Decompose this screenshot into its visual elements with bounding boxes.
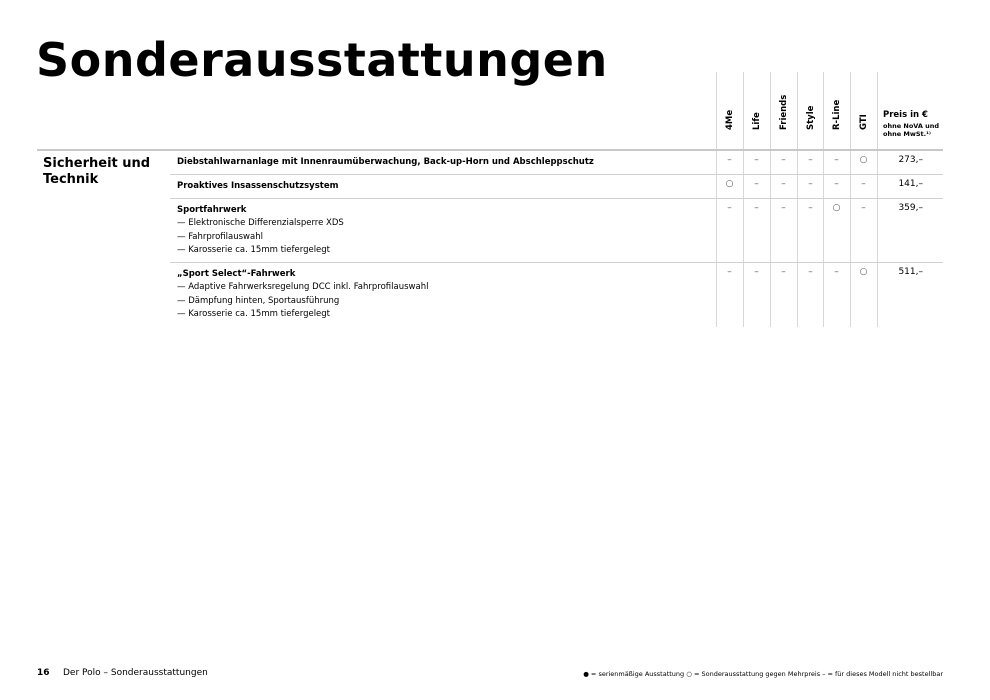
row-item: — Fahrprofilauswahl [177,231,263,242]
availability-mark: ○ [859,267,868,277]
availability-mark: – [754,267,759,277]
column-header-rline [823,72,850,142]
availability-mark: – [834,179,839,189]
availability-mark: – [754,155,759,165]
availability-mark: – [781,203,786,213]
availability-mark: – [808,203,813,213]
row-item: — Karosserie ca. 15mm tiefergelegt [177,309,331,320]
category-line: Technik [43,172,99,187]
row-title: „Sport Select“-Fahrwerk [177,269,296,279]
price: 273,– [898,155,923,165]
column-label: Life [751,112,762,130]
category-line: Sicherheit und [43,156,151,171]
column-label: R-Line [831,99,842,130]
availability-mark: – [781,179,786,189]
price-header-sub: ohne MwSt.¹⁾ [883,130,931,138]
column-header-friends [770,72,797,142]
header-divider [37,149,943,151]
footer-title: Der Polo – Sonderausstattungen [63,668,208,678]
category-label [43,156,150,188]
column-label: Style [805,105,816,130]
availability-mark: – [781,155,786,165]
table-row [177,180,338,193]
table-row [177,156,594,169]
row-divider [170,262,943,263]
column-header-style [797,72,824,142]
row-title: Diebstahlwarnanlage mit Innenraumüberwachung, Back-up-Horn und Abschleppschutz [177,157,594,167]
row-item: — Dämpfung hinten, Sportausführung [177,295,340,306]
availability-mark: – [861,179,866,189]
availability-mark: ○ [832,203,841,213]
availability-mark: – [808,267,813,277]
availability-mark: ○ [725,179,734,189]
row-item: — Karosserie ca. 15mm tiefergelegt [177,245,331,256]
column-label: 4Me [724,109,735,130]
availability-mark: – [727,155,732,165]
column-label: Friends [778,94,789,130]
price-header-label: Preis in € [883,110,928,120]
page-number: 16 [37,668,50,678]
row-divider [170,174,943,175]
row-item: — Elektronische Differenzialsperre XDS [177,218,344,229]
legend: ● = serienmäßige Ausstattung ○ = Sonderausstattung gegen Mehrpreis – = für dieses Modell nicht bestellbar [583,670,943,678]
row-divider [170,198,943,199]
column-header-4me [716,72,743,142]
price-header [883,110,939,139]
divider [877,72,878,327]
row-title: Proaktives Insassenschutzsystem [177,181,339,191]
row-item: — Adaptive Fahrwerksregelung DCC inkl. Fahrprofilauswahl [177,282,429,293]
row-title: Sportfahrwerk [177,205,247,215]
availability-mark: – [754,203,759,213]
price-header-sub: ohne NoVA und [883,122,940,130]
column-header-life [743,72,770,142]
table-row [177,204,344,258]
availability-mark: – [808,155,813,165]
availability-mark: – [808,179,813,189]
column-label: GTI [858,114,869,130]
price: 359,– [898,203,923,213]
availability-mark: – [727,267,732,277]
availability-mark: – [754,179,759,189]
price: 141,– [898,179,923,189]
availability-mark: – [727,203,732,213]
availability-mark: – [834,267,839,277]
availability-mark: ○ [859,155,868,165]
availability-mark: – [834,155,839,165]
table-row [177,268,428,322]
price: 511,– [898,267,923,277]
column-header-gti [850,72,877,142]
availability-mark: – [861,203,866,213]
page-title: Sonderausstattungen [36,33,608,87]
availability-mark: – [781,267,786,277]
